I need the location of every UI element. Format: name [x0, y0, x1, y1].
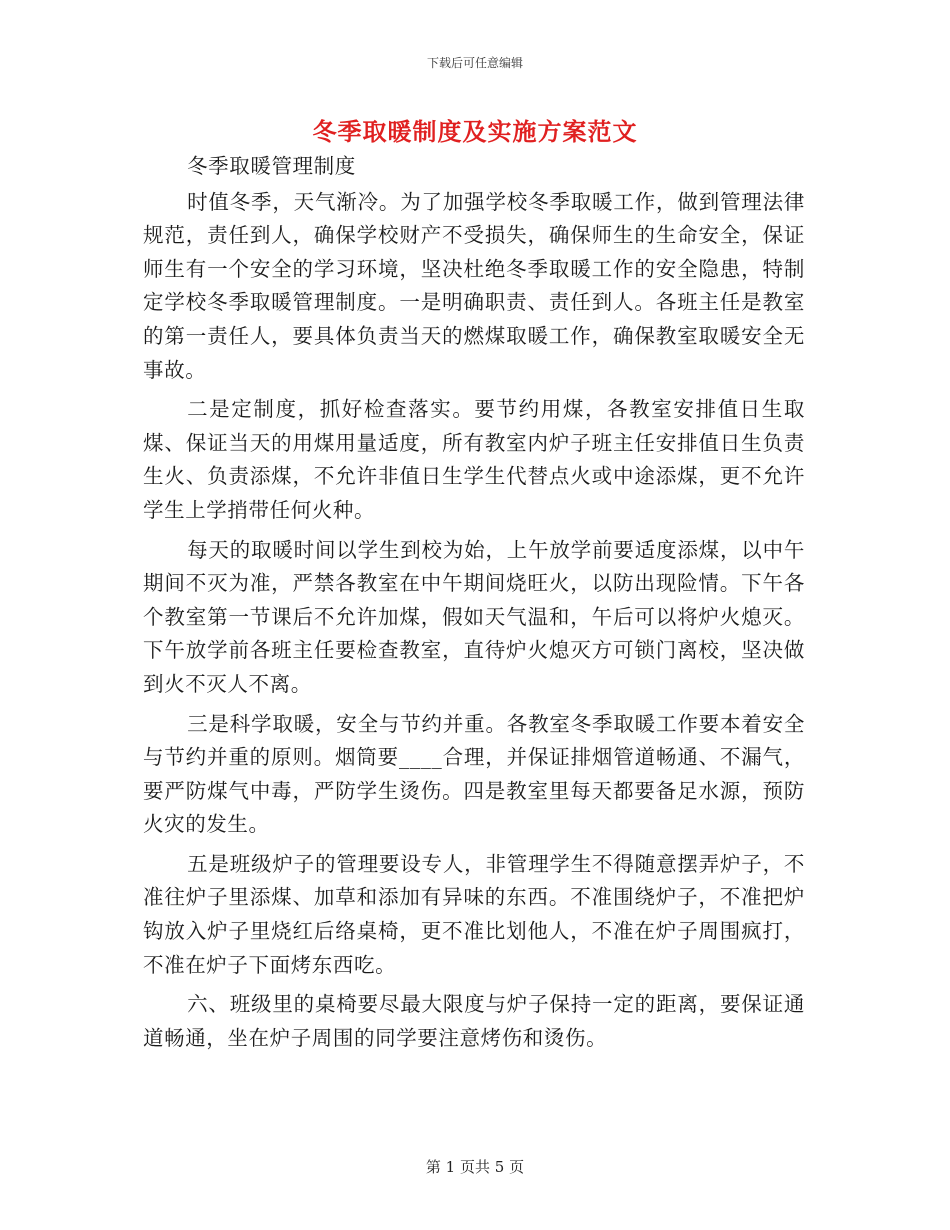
body-paragraph: 六、班级里的桌椅要尽最大限度与炉子保持一定的距离，要保证通道畅通，坐在炉子周围的同学要注意烤伤和烫伤。: [143, 992, 805, 1050]
body-paragraph: 三是科学取暖，安全与节约并重。各教室冬季取暖工作要本着安全与节约并重的原则。烟筒要____合理，并保证排烟管道畅通、不漏气，要严防煤气中毒，严防学生烫伤。四是教室里每天都要备足水源，预防火灾的发生。: [143, 711, 805, 837]
document-body: [143, 150, 805, 1061]
document-title: 冬季取暖制度及实施方案范文: [312, 118, 638, 146]
section-heading: 冬季取暖管理制度: [187, 154, 356, 178]
body-paragraph: 五是班级炉子的管理要设专人，非管理学生不得随意摆弄炉子，不准往炉子里添煤、加草和添加有异味的东西。不准围绕炉子，不准把炉钩放入炉子里烧红后络桌椅，更不准比划他人，不准在炉子周围疯打，不准在炉子下面烤东西吃。: [143, 851, 805, 977]
body-paragraph: 每天的取暖时间以学生到校为始，上午放学前要适度添煤，以中午期间不灭为准，严禁各教室在中午期间烧旺火，以防出现险情。下午各个教室第一节课后不允许加煤，假如天气温和，午后可以将炉火熄灭。下午放学前各班主任要检查教室，直待炉火熄灭方可锁门离校，坚决做到火不灭人不离。: [143, 537, 805, 696]
page-header-note: 下载后可任意编辑: [426, 56, 523, 70]
page-number: 第 1 页共 5 页: [425, 1158, 525, 1176]
body-paragraph: 二是定制度，抓好检查落实。要节约用煤，各教室安排值日生取煤、保证当天的用煤用量适度，所有教室内炉子班主任安排值日生负责生火、负责添煤，不允许非值日生学生代替点火或中途添煤，更不允许学生上学捎带任何火种。: [143, 397, 805, 522]
body-paragraph: 时值冬季，天气渐冷。为了加强学校冬季取暖工作，做到管理法律规范，责任到人，确保学校财产不受损失，确保师生的生命安全，保证师生有一个安全的学习环境，坚决杜绝冬季取暖工作的安全隐患，特制定学校冬季取暖管理制度。一是明确职责、责任到人。各班主任是教室的第一责任人，要具体负责当天的燃煤取暖工作，确保教室取暖安全无事故。: [143, 189, 805, 382]
